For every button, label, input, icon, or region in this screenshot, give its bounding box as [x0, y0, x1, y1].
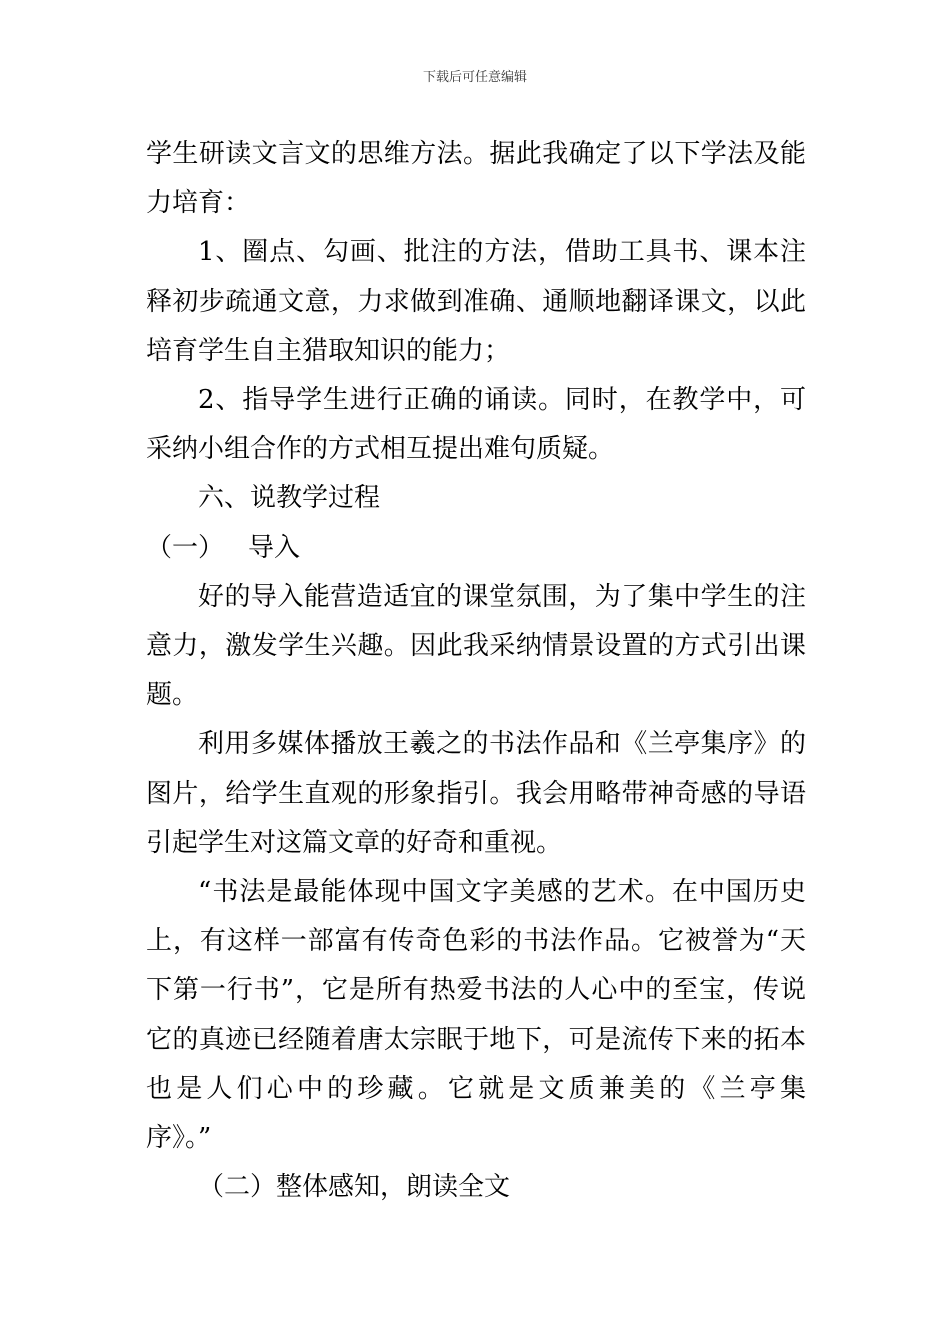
paragraph-intro-quote-end: 序》。”: [146, 1123, 212, 1154]
paragraph-continuation: 学生研读文言文的思维方法。据此我确定了以下学法及能力培育：: [146, 139, 806, 219]
page-header: 下载后可任意编辑: [422, 70, 527, 85]
paragraph-intro-quote: “书法是最能体现中国文字美感的艺术。在中国历史上，有这样一部富有传奇色彩的书法作品。它被誉为“天下第一行书”，它是所有热爱书法的人心中的至宝，传说它的真迹已经随着唐太宗眠于地下，可是流传下来的拓本也是人们心中的珍藏。它就是文质兼美的《兰亭集: [146, 877, 806, 1104]
section-heading-teaching-process: 六、说教学过程: [198, 483, 381, 514]
document-body: [146, 130, 806, 1212]
paragraph-method-2: 2、指导学生进行正确的诵读。同时，在教学中，可采纳小组合作的方式相互提出难句质疑。: [146, 385, 806, 465]
paragraph-method-1: 1、圈点、勾画、批注的方法，借助工具书、课本注释初步疏通文意，力求做到准确、通顺地翻译课文，以此培育学生自主猎取知识的能力；: [146, 237, 806, 366]
paragraph-intro-media: 利用多媒体播放王羲之的书法作品和《兰亭集序》的图片，给学生直观的形象指引。我会用略带神奇感的导语引起学生对这篇文章的好奇和重视。: [146, 729, 806, 858]
subsection-heading-overall-perception: （二）整体感知，朗读全文: [198, 1172, 511, 1203]
paragraph-intro-purpose: 好的导入能营造适宜的课堂氛围，为了集中学生的注意力，激发学生兴趣。因此我采纳情景设置的方式引出课题。: [146, 581, 806, 711]
subsection-number: （一）: [146, 532, 225, 563]
subsection-title: 导入: [248, 532, 301, 563]
subsection-heading-intro: [146, 524, 806, 573]
